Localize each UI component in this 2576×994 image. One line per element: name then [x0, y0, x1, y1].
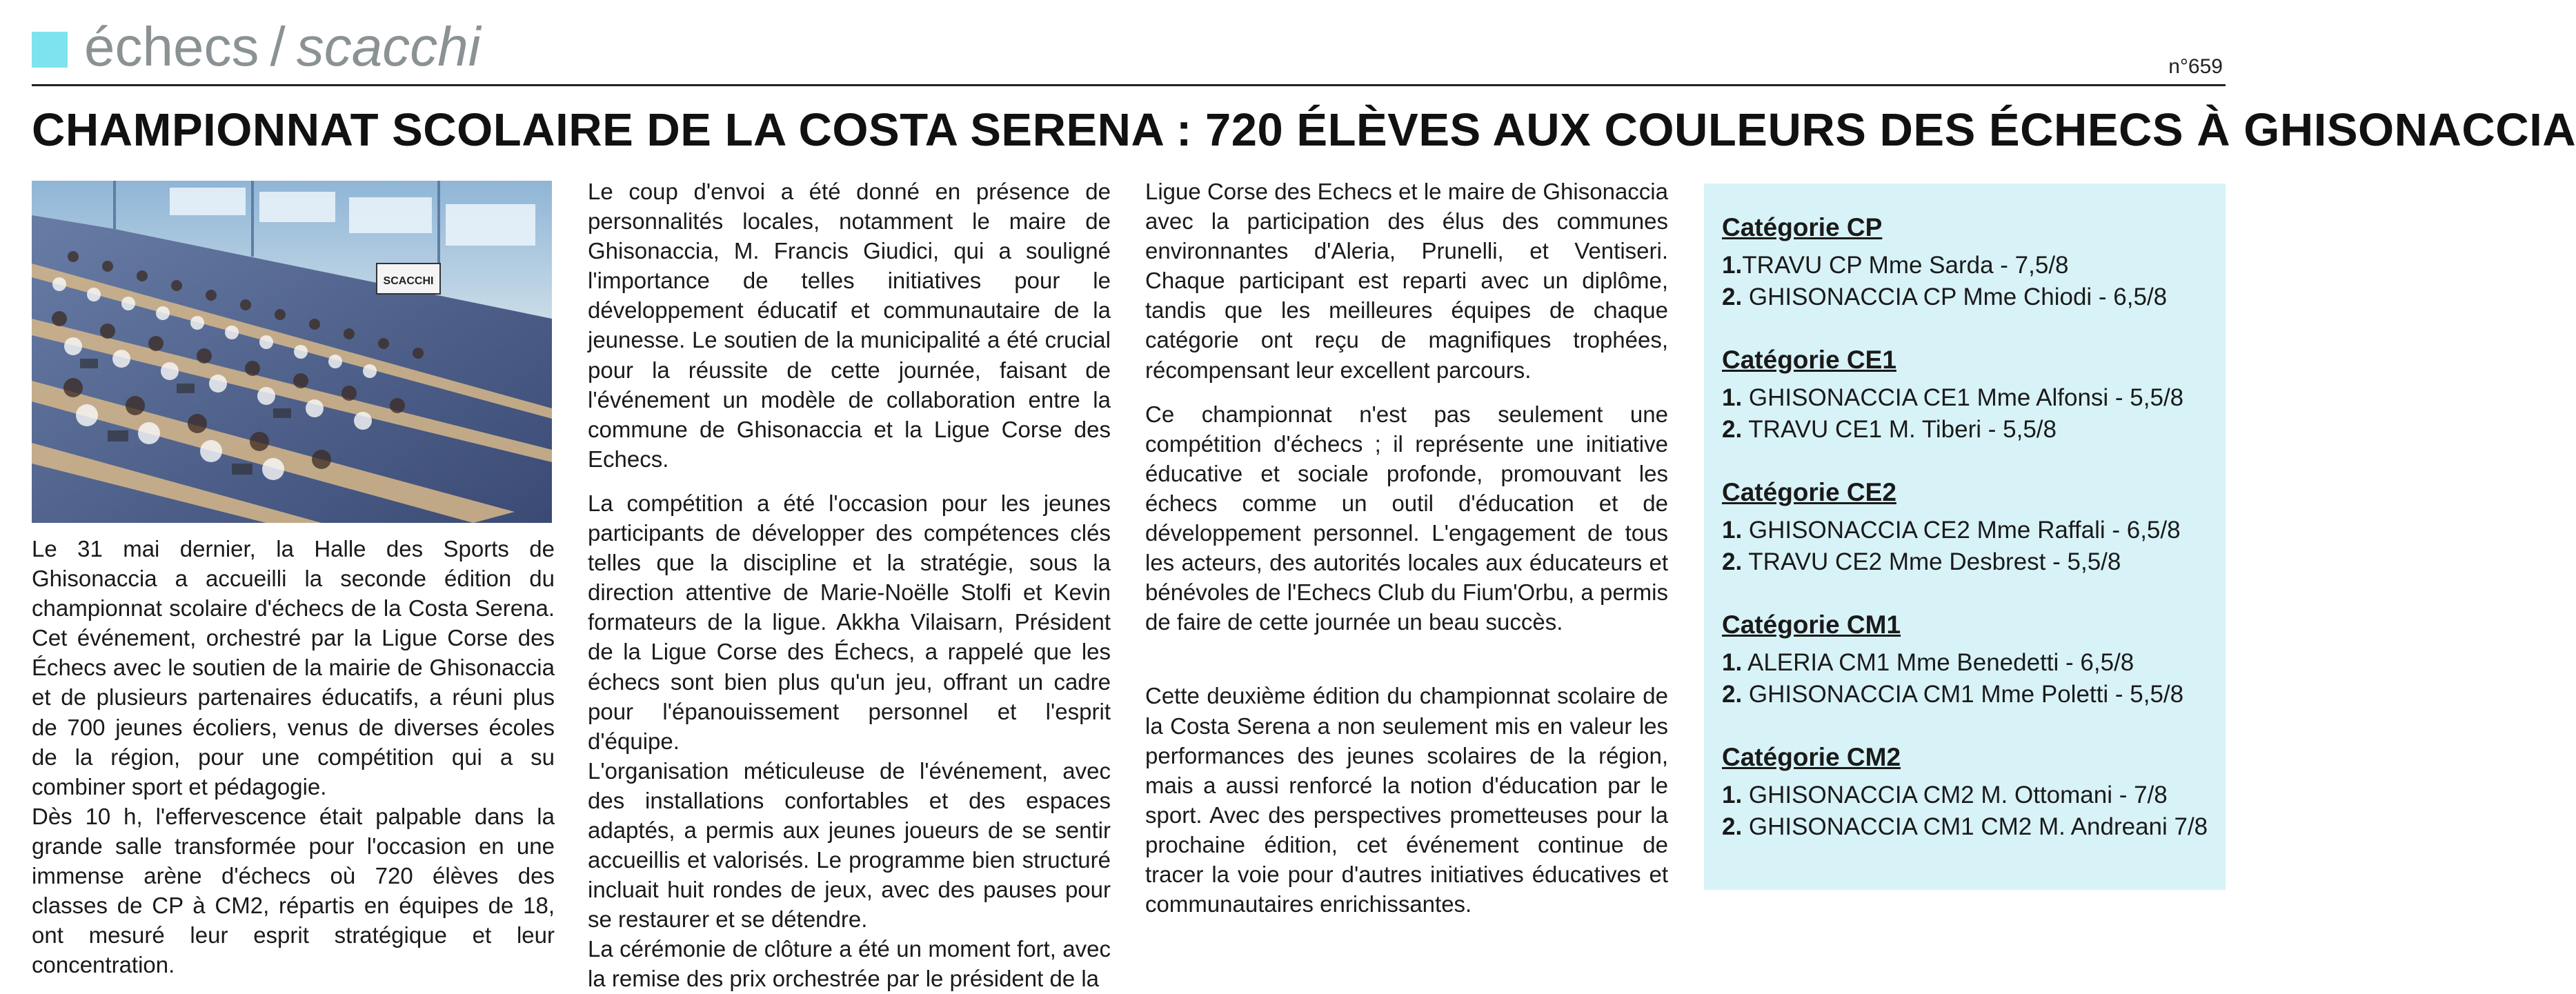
paragraph: Ce championnat n'est pas seulement une compétition d'échecs ; il représente une initiative éducative et sociale profonde, promouvant les échecs comme un outil d'éducation et de développement personnel. L'engagement de tous les acteurs, des autorités locales aux éducateurs et bénévoles de l'Echecs Club du Fium'Orbu, a permis de faire de cette journée un beau succès.	[1145, 401, 1668, 635]
result-entry	[1722, 779, 2226, 811]
paragraph: La cérémonie de clôture a été un moment fort, avec la remise des prix orchestrée par le président de la	[588, 936, 1111, 992]
article-column-1	[32, 534, 555, 980]
paragraph: Dès 10 h, l'effervescence était palpable dans la grande salle transformée pour l'occasion en une immense arène d'échecs où 720 élèves des classes de CP à CM2, répartis en équipes de 18, ont mesuré leur esprit stratégique et leur concentration.	[32, 803, 555, 978]
team: TRAVU CE2 Mme Desbrest - 5,5/8	[1742, 548, 2121, 575]
article-photo	[32, 181, 552, 523]
rank: 1.	[1722, 517, 1743, 544]
category-title: Catégorie CE2	[1722, 478, 1896, 506]
rank: 2.	[1722, 416, 1743, 443]
rank: 1.	[1722, 252, 1743, 279]
rank: 1.	[1722, 649, 1743, 676]
category-title: Catégorie CM1	[1722, 610, 1901, 639]
section-title-fr: échecs	[84, 16, 259, 77]
team: TRAVU CP Mme Sarda - 7,5/8	[1742, 252, 2069, 279]
team: GHISONACCIA CE2 Mme Raffali - 6,5/8	[1742, 517, 2181, 544]
result-entry	[1722, 679, 2226, 710]
section-title	[84, 15, 480, 79]
paragraph: La compétition a été l'occasion pour les jeunes participants de développer des compétences clés telles que la discipline et la stratégie, sous la direction attentive de Marie-Noëlle Stolfi et Kevin formateurs de la ligue. Akkha Vilaisarn, Président de la Ligue Corse des Échecs, a rappelé que les échecs sont bien plus qu'un jeu, offrant un cadre pour l'épanouissement personnel et l'esprit d'équipe.	[588, 490, 1111, 754]
team: GHISONACCIA CM1 Mme Poletti - 5,5/8	[1742, 681, 2184, 708]
photo-banner: SCACCHI	[383, 275, 434, 287]
results-category	[1722, 742, 2226, 843]
results-category	[1722, 477, 2226, 578]
issue-number: n°659	[2168, 55, 2223, 78]
team: GHISONACCIA CM2 M. Ottomani - 7/8	[1742, 782, 2168, 808]
team: ALERIA CM1 Mme Benedetti - 6,5/8	[1742, 649, 2134, 676]
article-column-2	[588, 177, 1111, 994]
category-title: Catégorie CM2	[1722, 743, 1901, 771]
paragraph: Le 31 mai dernier, la Halle des Sports de Ghisonaccia a accueilli la seconde édition du championnat scolaire d'échecs de la Costa Serena. Cet événement, orchestré par la Ligue Corse des Échecs avec le soutien de la mairie de Ghisonaccia et de plusieurs partenaires éducatifs, a réuni plus de 700 jeunes écoliers, venus de diverses écoles de la région, pour une compétition qui a su combiner sport et pédagogie.	[32, 536, 555, 799]
result-entry	[1722, 382, 2226, 414]
paragraph: L'organisation méticuleuse de l'événement, avec des installations confortables et des espaces adaptés, a permis aux jeunes joueurs de se sentir accueillis et valorisés. Le programme bien structuré incluait huit rondes de jeux, avec des pauses pour se restaurer et se détendre.	[588, 757, 1111, 933]
rank: 2.	[1722, 681, 1743, 708]
rank: 1.	[1722, 782, 1743, 808]
result-entry	[1722, 281, 2226, 313]
header-rule	[32, 84, 2226, 86]
results-category	[1722, 345, 2226, 446]
article-headline: CHAMPIONNAT SCOLAIRE DE LA COSTA SERENA : 720 ÉLÈVES AUX COULEURS DES ÉCHECS À GHISONACCIA	[32, 104, 2576, 156]
section-separator: /	[270, 16, 286, 77]
paragraph: Cette deuxième édition du championnat scolaire de la Costa Serena a non seulement mis en valeur les performances des jeunes scolaires de la région, mais a aussi renforcé la notion d'éducation par le sport. Avec des perspectives prometteuses pour la prochaine édition, cet événement continue de tracer la voie pour d'autres initiatives éducatives et communautaires enrichissantes.	[1145, 683, 1668, 917]
rank: 2.	[1722, 813, 1743, 840]
category-title: Catégorie CE1	[1722, 346, 1896, 374]
team: TRAVU CE1 M. Tiberi - 5,5/8	[1742, 416, 2057, 443]
section-title-it: scacchi	[296, 16, 481, 77]
result-entry	[1722, 811, 2226, 843]
results-category	[1722, 610, 2226, 710]
rank: 1.	[1722, 384, 1743, 411]
result-entry	[1722, 250, 2226, 281]
team: GHISONACCIA CP Mme Chiodi - 6,5/8	[1742, 284, 2168, 310]
paragraph: Le coup d'envoi a été donné en présence de personnalités locales, notamment le maire de Ghisonaccia, M. Francis Giudici, qui a souligné l'importance de telles initiatives pour le développement éducatif et communautaire de la jeunesse. Le soutien de la municipalité a été crucial pour la réussite de cette journée, faisant de l'événement un modèle de collaboration entre la commune de Ghisonaccia et la Ligue Corse des Echecs.	[588, 179, 1111, 472]
result-entry	[1722, 546, 2226, 578]
section-color-marker	[32, 32, 68, 68]
rank: 2.	[1722, 284, 1743, 310]
results-box	[1704, 183, 2226, 890]
paragraph: Ligue Corse des Echecs et le maire de Ghisonaccia avec la participation des élus des communes environnantes d'Aleria, Prunelli, et Ventiseri. Chaque participant est reparti avec un diplôme, tandis que les meilleures équipes de chaque catégorie ont reçu de magnifiques trophées, récompensant leur excellent parcours.	[1145, 179, 1668, 383]
results-category	[1722, 212, 2226, 313]
result-entry	[1722, 414, 2226, 446]
result-entry	[1722, 647, 2226, 679]
team: GHISONACCIA CM1 CM2 M. Andreani 7/8	[1742, 813, 2208, 840]
team: GHISONACCIA CE1 Mme Alfonsi - 5,5/8	[1742, 384, 2184, 411]
result-entry	[1722, 515, 2226, 546]
article-column-3	[1145, 177, 1668, 919]
category-title: Catégorie CP	[1722, 213, 1883, 241]
rank: 2.	[1722, 548, 1743, 575]
